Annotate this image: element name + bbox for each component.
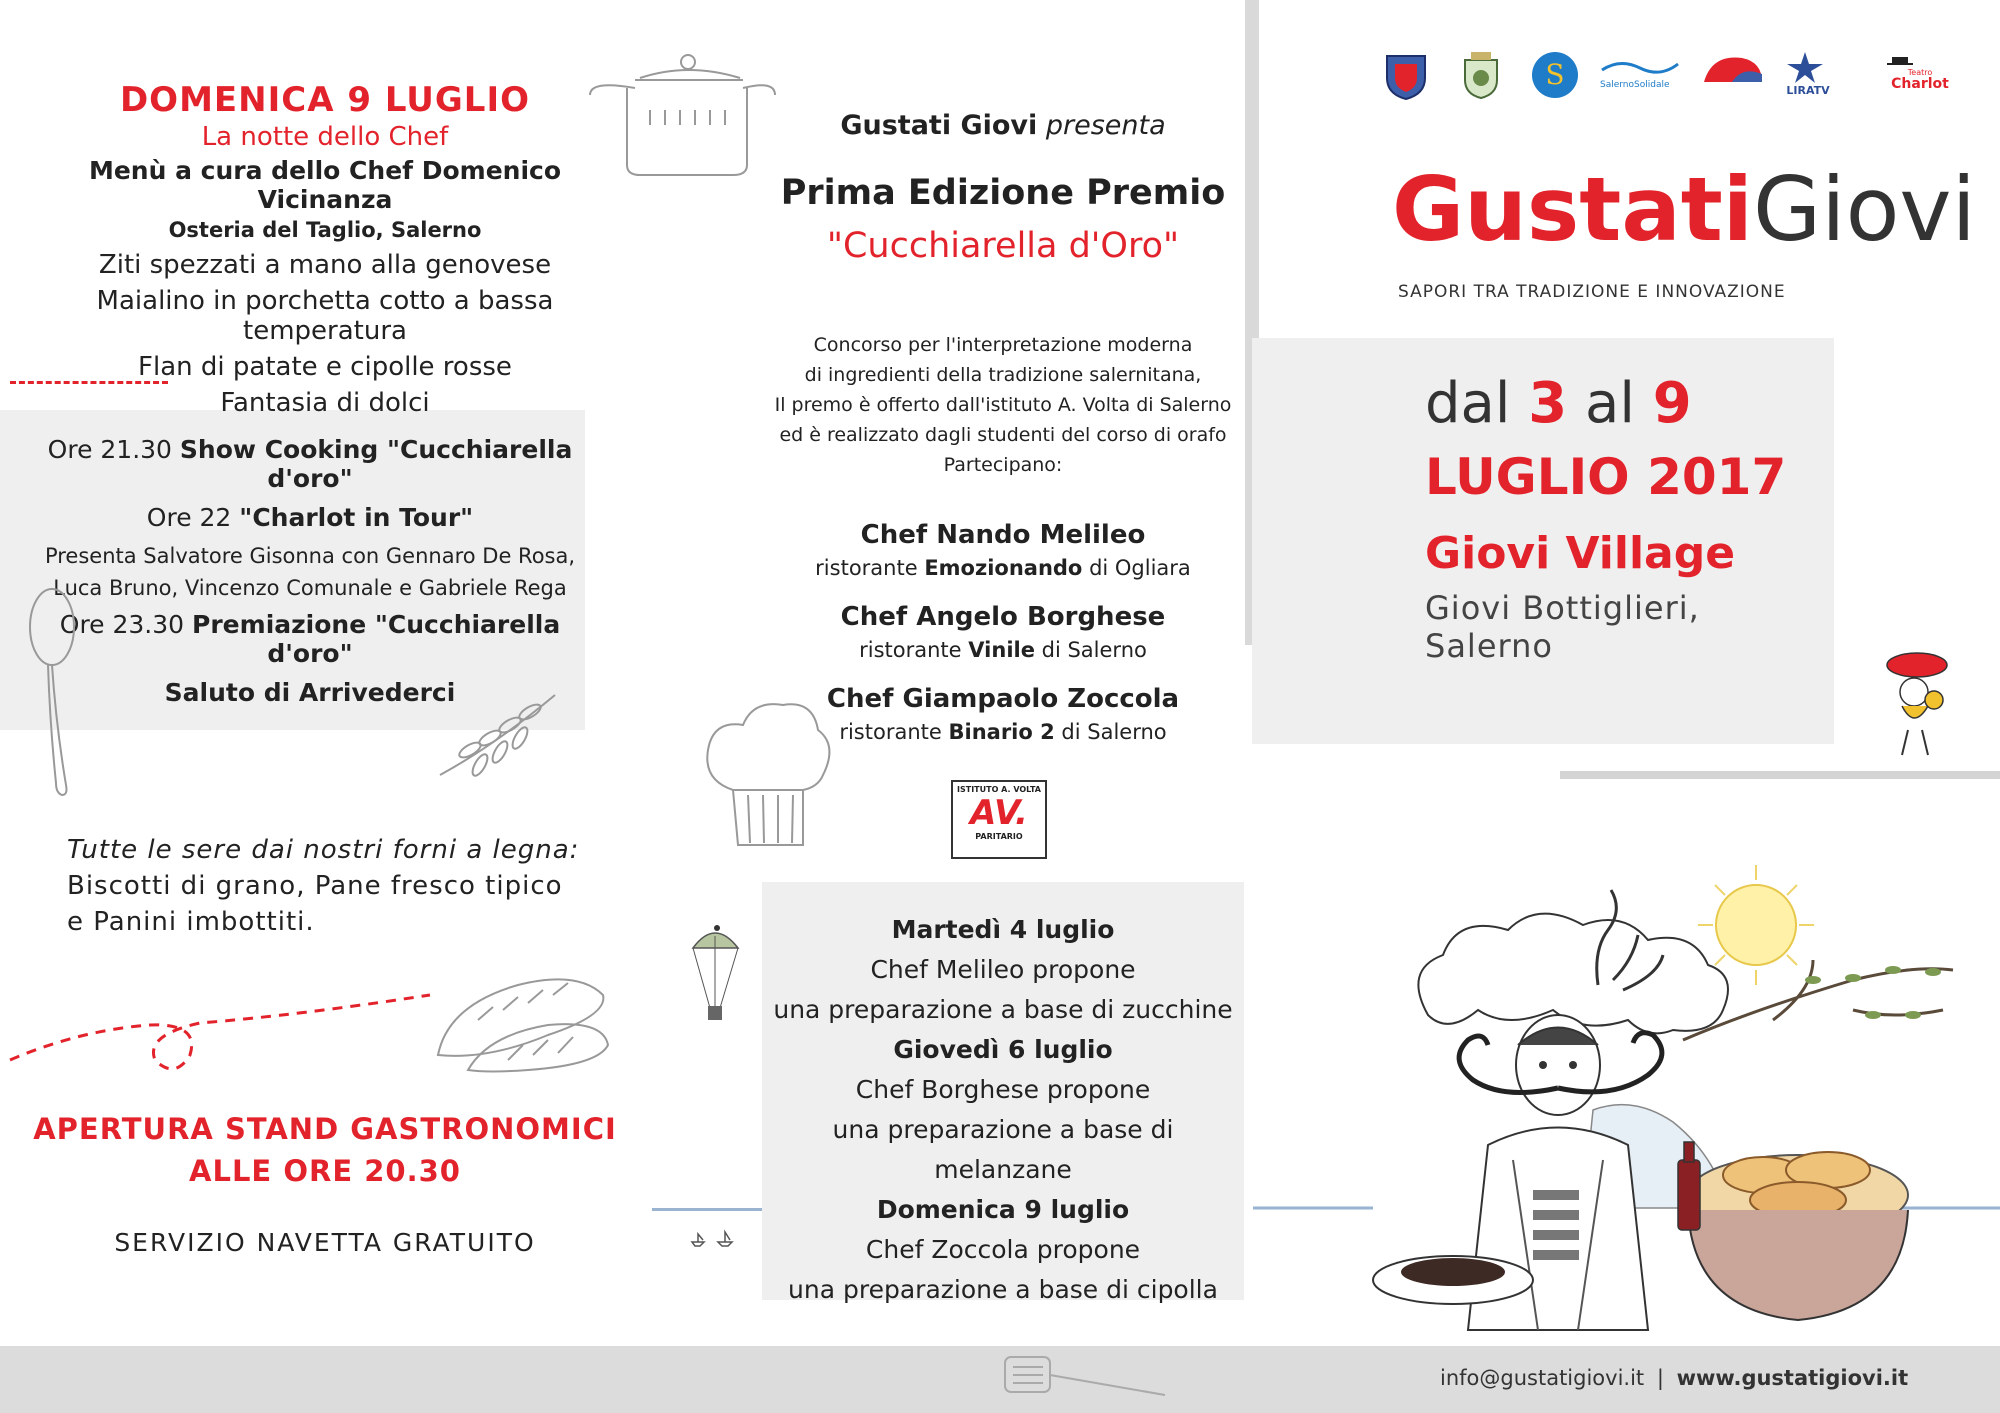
description-line: ed è realizzato dagli studenti del corso di orafo xyxy=(779,424,1227,446)
charlot-text: Charlot xyxy=(1891,76,1949,92)
logo-gustati: Gustati xyxy=(1392,158,1753,261)
menu-by: Menù a cura dello Chef Domenico Vicinanza xyxy=(88,156,562,214)
program-line: una preparazione a base di zucchine xyxy=(773,995,1233,1024)
boat-icons xyxy=(690,1228,745,1248)
mascot-illustration xyxy=(1872,640,1962,760)
menu-item: Ziti spezzati a mano alla genovese xyxy=(98,250,552,280)
program-block xyxy=(762,910,1244,1310)
program-line: Chef Melileo propone xyxy=(870,955,1136,984)
s-circle-logo-icon xyxy=(1530,50,1580,100)
program-line: una preparazione a base di cipolla xyxy=(788,1275,1218,1304)
venue-name: Giovi Village xyxy=(1425,528,1736,579)
spatula-illustration xyxy=(995,1347,1175,1407)
program-day: Giovedì 6 luglio xyxy=(893,1035,1113,1064)
award-name: "Cucchiarella d'Oro" xyxy=(826,226,1180,266)
footer-separator: | xyxy=(1656,1366,1664,1390)
description-line: Partecipano: xyxy=(943,454,1063,476)
ovens-products: Biscotti di grano, Pane fresco tipico xyxy=(67,871,563,901)
ovens-products: e Panini imbottiti. xyxy=(67,907,315,937)
schedule-line xyxy=(30,435,590,493)
coat-of-arms-icon xyxy=(1459,50,1503,100)
award-description xyxy=(762,330,1244,480)
program-line: una preparazione a base di melanzane xyxy=(832,1115,1174,1184)
date-end: 9 xyxy=(1652,371,1692,436)
sea-line xyxy=(652,1208,762,1211)
gray-rule xyxy=(1560,771,2000,779)
spoon-illustration xyxy=(20,585,100,800)
program-line: Chef Borghese propone xyxy=(855,1075,1151,1104)
chef-entry xyxy=(762,520,1244,580)
date-start: 3 xyxy=(1528,371,1568,436)
ovens-intro: Tutte le sere dai nostri forni a legna: xyxy=(67,835,580,865)
schedule-event: Show Cooking "Cucchiarella d'oro" xyxy=(179,435,573,493)
award-title: Prima Edizione Premio xyxy=(780,173,1226,213)
presents-word: presenta xyxy=(1045,110,1166,141)
charlot-small-text: Teatro xyxy=(1907,68,1933,77)
program-day: Martedì 4 luglio xyxy=(891,915,1115,944)
restaurant-prefix: ristorante xyxy=(815,556,918,580)
restaurant-place: Vinile xyxy=(968,638,1035,662)
date-range xyxy=(1425,370,1825,438)
description-line: Il premo è offerto dall'istituto A. Volta di Salerno xyxy=(774,394,1232,416)
event-logo xyxy=(1392,160,1976,260)
chef-entry xyxy=(762,602,1244,662)
schedule-line xyxy=(30,503,590,532)
school-logo xyxy=(951,780,1047,859)
schedule-time: Ore 23.30 xyxy=(59,610,185,639)
schedule-event: "Charlot in Tour" xyxy=(239,503,474,532)
date-dal: dal xyxy=(1425,371,1511,436)
liratv-logo-icon xyxy=(1785,50,1831,102)
salerno-solidale-logo-icon xyxy=(1600,58,1680,98)
footer-contacts xyxy=(1440,1366,1980,1390)
red-dashes-left xyxy=(10,381,168,384)
sponsor-logos xyxy=(1375,50,1955,105)
logo-giovi: Giovi xyxy=(1752,158,1976,261)
schedule-presenters: Luca Bruno, Vincenzo Comunale e Gabriele Rega xyxy=(53,576,567,600)
stands-title: APERTURA STAND GASTRONOMICI xyxy=(33,1112,617,1146)
restaurant-name: Osteria del Taglio, Salerno xyxy=(168,218,482,242)
menu-item: Maialino in porchetta cotto a bassa temperatura xyxy=(96,286,554,346)
menu-item: Fantasia di dolci xyxy=(220,388,430,418)
chef-hat-illustration xyxy=(698,695,838,850)
svg-text:S: S xyxy=(1545,58,1565,91)
program-line: Chef Zoccola propone xyxy=(865,1235,1141,1264)
schedule-time: Ore 21.30 xyxy=(47,435,172,464)
stands-time: ALLE ORE 20.30 xyxy=(189,1154,461,1188)
restaurant-prefix: ristorante xyxy=(859,638,962,662)
school-logo-bottom: PARITARIO xyxy=(975,832,1023,841)
balloon-illustration xyxy=(688,918,743,1036)
event-dates xyxy=(1425,370,1825,665)
salerno-solidale-text: SalernoSolidale xyxy=(1600,80,1670,90)
school-logo-mark: AV. xyxy=(970,793,1028,833)
schedule-block xyxy=(30,435,590,707)
chef-name: Chef Nando Melileo xyxy=(860,520,1146,550)
charlot-logo-icon xyxy=(1885,54,1955,100)
red-dotted-path xyxy=(0,985,440,1085)
schedule-time: Ore 22 xyxy=(146,503,232,532)
chef-name: Chef Angelo Borghese xyxy=(840,602,1166,632)
liratv-text: LIRATV xyxy=(1786,84,1830,97)
shield-logo-icon xyxy=(1383,50,1429,100)
schedule-farewell: Saluto di Arrivederci xyxy=(164,678,456,707)
date-al: al xyxy=(1585,371,1635,436)
bread-illustration xyxy=(428,965,613,1075)
program-day: Domenica 9 luglio xyxy=(876,1195,1130,1224)
restaurant-place: Emozionando xyxy=(924,556,1083,580)
footer-website[interactable]: www.gustatigiovi.it xyxy=(1676,1366,1909,1390)
venue-location: Giovi Bottiglieri, Salerno xyxy=(1425,589,1700,665)
red-blue-logo-icon xyxy=(1702,52,1764,92)
menu-item: Flan di patate e cipolle rosse xyxy=(138,352,512,382)
shuttle-info: SERVIZIO NAVETTA GRATUITO xyxy=(114,1228,536,1257)
presents-line xyxy=(762,110,1244,141)
day-title: DOMENICA 9 LUGLIO xyxy=(119,80,531,120)
chef-restaurant xyxy=(762,638,1244,662)
chef-illustration xyxy=(1253,860,2000,1345)
night-title: La notte dello Chef xyxy=(201,122,449,152)
restaurant-suffix: di Salerno xyxy=(1041,638,1147,662)
restaurant-place: Binario 2 xyxy=(948,720,1055,744)
chef-name: Chef Giampaolo Zoccola xyxy=(826,684,1180,714)
stands-block xyxy=(30,1112,620,1257)
restaurant-prefix: ristorante xyxy=(839,720,942,744)
presents-brand: Gustati Giovi xyxy=(840,110,1038,141)
schedule-presenters: Presenta Salvatore Gisonna con Gennaro De Rosa, xyxy=(44,544,576,568)
school-logo-top: ISTITUTO A. VOLTA xyxy=(957,785,1041,794)
restaurant-suffix: di Salerno xyxy=(1061,720,1167,744)
description-line: di ingredienti della tradizione salernitana, xyxy=(804,364,1202,386)
schedule-line xyxy=(30,610,590,668)
description-line: Concorso per l'interpretazione moderna xyxy=(813,334,1193,356)
event-tagline: SAPORI TRA TRADIZIONE E INNOVAZIONE xyxy=(1398,282,1786,302)
wheat-illustration xyxy=(435,690,560,785)
schedule-event: Premiazione "Cucchiarella d'oro" xyxy=(192,610,561,668)
chef-restaurant xyxy=(762,556,1244,580)
restaurant-suffix: di Ogliara xyxy=(1089,556,1191,580)
left-menu-block xyxy=(30,80,620,418)
footer-email[interactable]: info@gustatigiovi.it xyxy=(1440,1366,1645,1390)
pot-illustration xyxy=(585,50,780,180)
ovens-block xyxy=(67,835,587,937)
date-month: LUGLIO 2017 xyxy=(1425,448,1787,506)
